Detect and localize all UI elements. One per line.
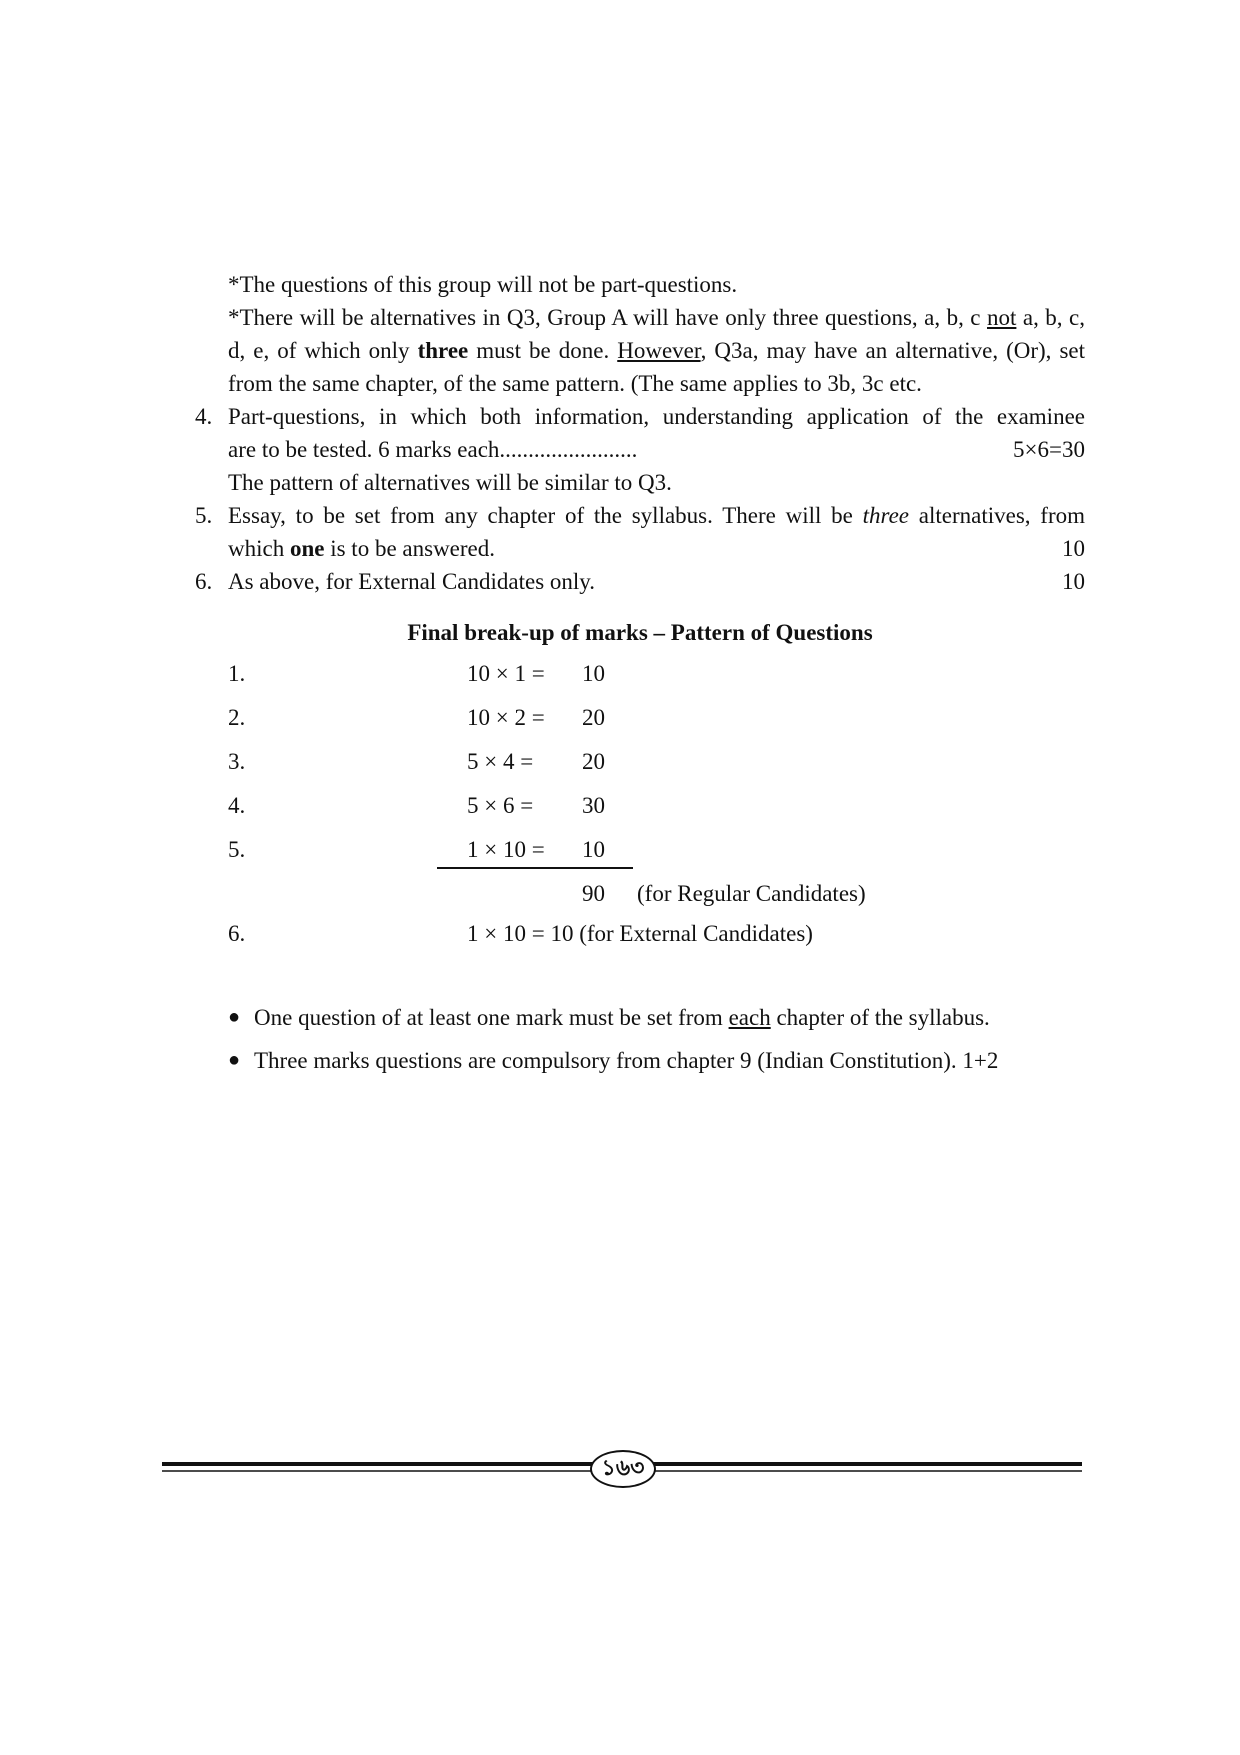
total-rule xyxy=(437,867,633,869)
bold-three: three xyxy=(417,338,469,363)
breakup-external-row: 6. 1 × 10 = 10 (for External Candidates) xyxy=(195,917,1085,961)
breakup-row-1: 1. 10 × 1 = 10 xyxy=(228,661,605,686)
page-content xyxy=(195,268,1085,1087)
question-4-marks: 5×6=30 xyxy=(1013,437,1085,462)
bold-one: one xyxy=(289,536,325,561)
bullet-icon: ● xyxy=(228,1006,241,1028)
question-5-marks: 10 xyxy=(1062,536,1085,561)
bullet-item-2: ● Three marks questions are compulsory from chapter 9 (Indian Constitution). 1+2 xyxy=(228,1044,1085,1077)
bullet-item-1: ● One question of at least one mark must be set from each chapter of the syllabus. xyxy=(228,1001,1085,1034)
underlined-however: However xyxy=(617,338,701,363)
breakup-row-2: 2. 10 × 2 = 20 xyxy=(228,705,605,730)
page-number: ১৬৩ xyxy=(590,1450,656,1488)
bullet-icon: ● xyxy=(228,1049,241,1071)
italic-three: three xyxy=(862,503,910,528)
question-6-number: 6. xyxy=(195,569,213,594)
intro-note-1: *The questions of this group will not be part-questions. xyxy=(228,272,738,297)
breakup-external-text: 1 × 10 = 10 (for External Candidates) xyxy=(467,921,813,946)
breakup-row-4: 4. 5 × 6 = 30 xyxy=(228,793,605,818)
question-5 xyxy=(195,499,1085,565)
question-5-text-2: which one is to be answered. xyxy=(228,536,496,561)
page-footer xyxy=(162,1448,1082,1488)
breakup-total-row xyxy=(195,877,1085,917)
question-4-text-2: are to be tested. 6 marks each........................ xyxy=(228,437,638,462)
underlined-not: not xyxy=(987,305,1017,330)
question-6 xyxy=(195,565,1085,598)
breakup-table xyxy=(195,657,1085,961)
question-4-text-1: Part-questions, in which both information, understanding application of the examinee xyxy=(228,404,1085,429)
question-4-number: 4. xyxy=(195,404,213,429)
underlined-each: each xyxy=(728,1005,771,1030)
question-6-marks: 10 xyxy=(1062,569,1085,594)
guideline-bullets xyxy=(228,1001,1085,1077)
question-5-number: 5. xyxy=(195,503,213,528)
question-4-text-3: The pattern of alternatives will be similar to Q3. xyxy=(228,470,672,495)
breakup-title: Final break-up of marks – Pattern of Questions xyxy=(407,620,873,645)
question-6-text: As above, for External Candidates only. xyxy=(228,569,596,594)
breakup-total: 90 xyxy=(582,881,605,906)
breakup-total-note: (for Regular Candidates) xyxy=(637,881,866,906)
question-5-text-1: Essay, to be set from any chapter of the syllabus. There will be three alternatives, from xyxy=(228,503,1085,528)
breakup-row-5: 5. 1 × 10 = 10 xyxy=(195,833,1085,877)
breakup-row-3: 3. 5 × 4 = 20 xyxy=(228,749,605,774)
intro-note-2: *There will be alternatives in Q3, Group A will have only three questions, a, b, c not a, b, c, d, e, of which only three must be done. However, Q3a, may have an alternative, (Or), set from the same chapter, of the same pattern. (The same applies to 3b, 3c etc. xyxy=(228,305,1085,396)
question-4 xyxy=(195,400,1085,499)
